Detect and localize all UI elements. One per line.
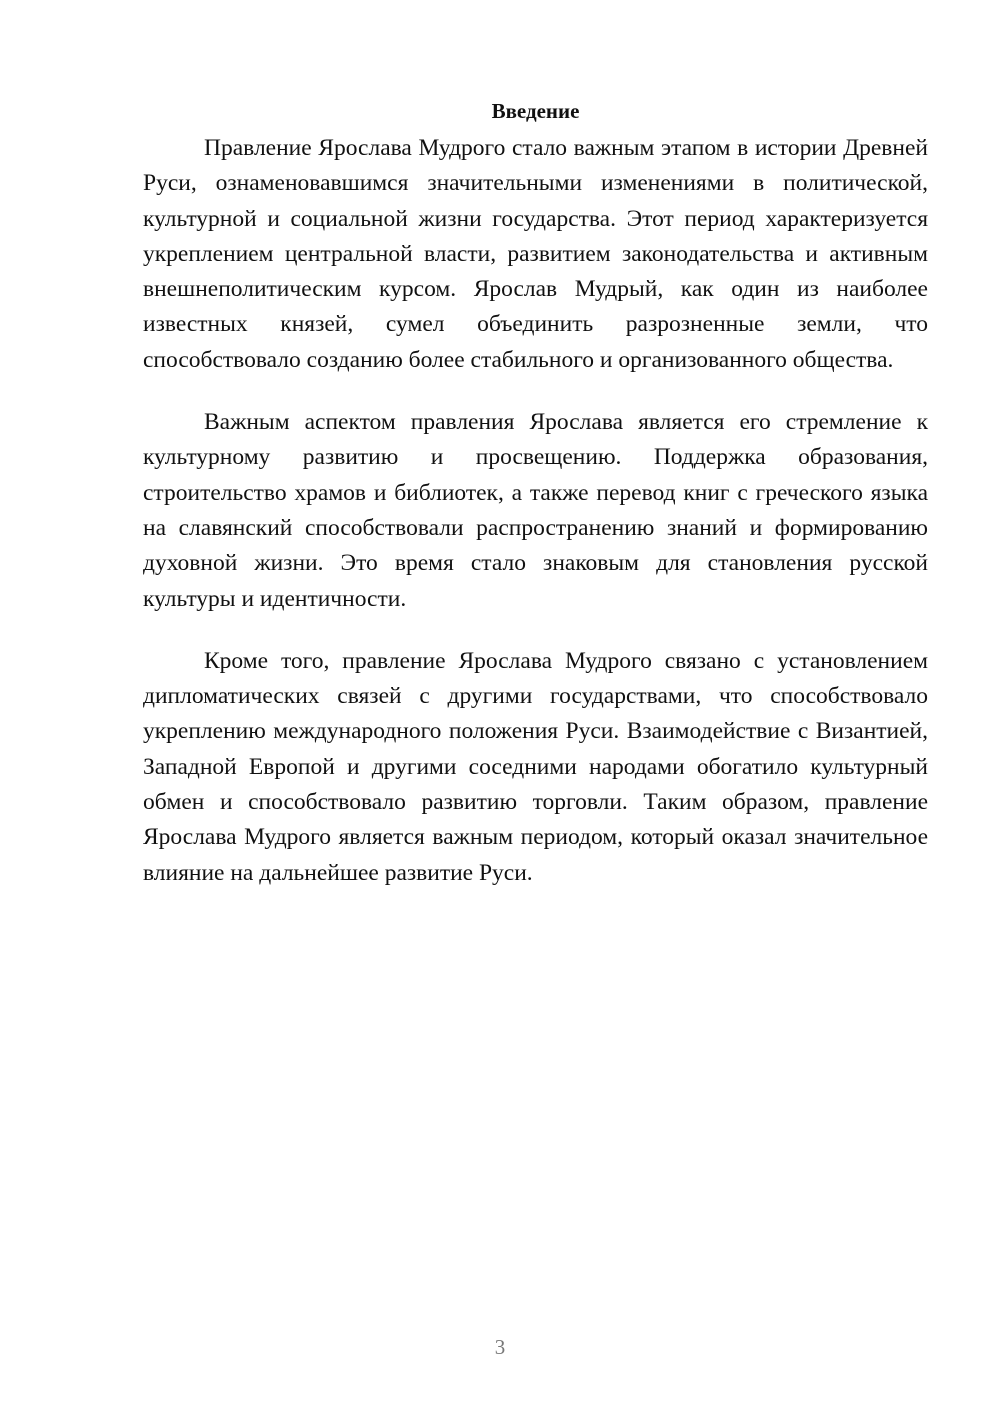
paragraph-1: Правление Ярослава Мудрого стало важным этапом в истории Древней Руси, ознаменовавшимся значительными изменениями в политической, культурной и социальной жизни государства. Этот период характеризуется укреплением центральной власти, развитием законодательства и активным внешнеполитическим курсом. Ярослав Мудрый, как один из наиболее известных князей, сумел объединить разрозненные земли, что способствовало созданию более стабильного и организованного общества.	[143, 135, 928, 373]
paragraph-3: Кроме того, правление Ярослава Мудрого связано с установлением дипломатических связей с другими государствами, что способствовало укреплению международного положения Руси. Взаимодействие с Византией, Западной Европой и другими соседними народами обогатило культурный обмен и способствовало развитию торговли. Таким образом, правление Ярослава Мудрого является важным периодом, который оказал значительное влияние на дальнейшее развитие Руси.	[143, 647, 928, 886]
paragraph-2: Важным аспектом правления Ярослава является его стремление к культурному развитию и просвещению. Поддержка образования, строительство храмов и библиотек, а также перевод книг с греческого языка на славянский способствовали распространению знаний и формированию духовной жизни. Это время стало знаковым для становления русской культуры и идентичности.	[143, 409, 928, 612]
section-heading: Введение	[491, 99, 580, 123]
page-content	[143, 96, 928, 918]
page-number: 3	[494, 1335, 506, 1359]
